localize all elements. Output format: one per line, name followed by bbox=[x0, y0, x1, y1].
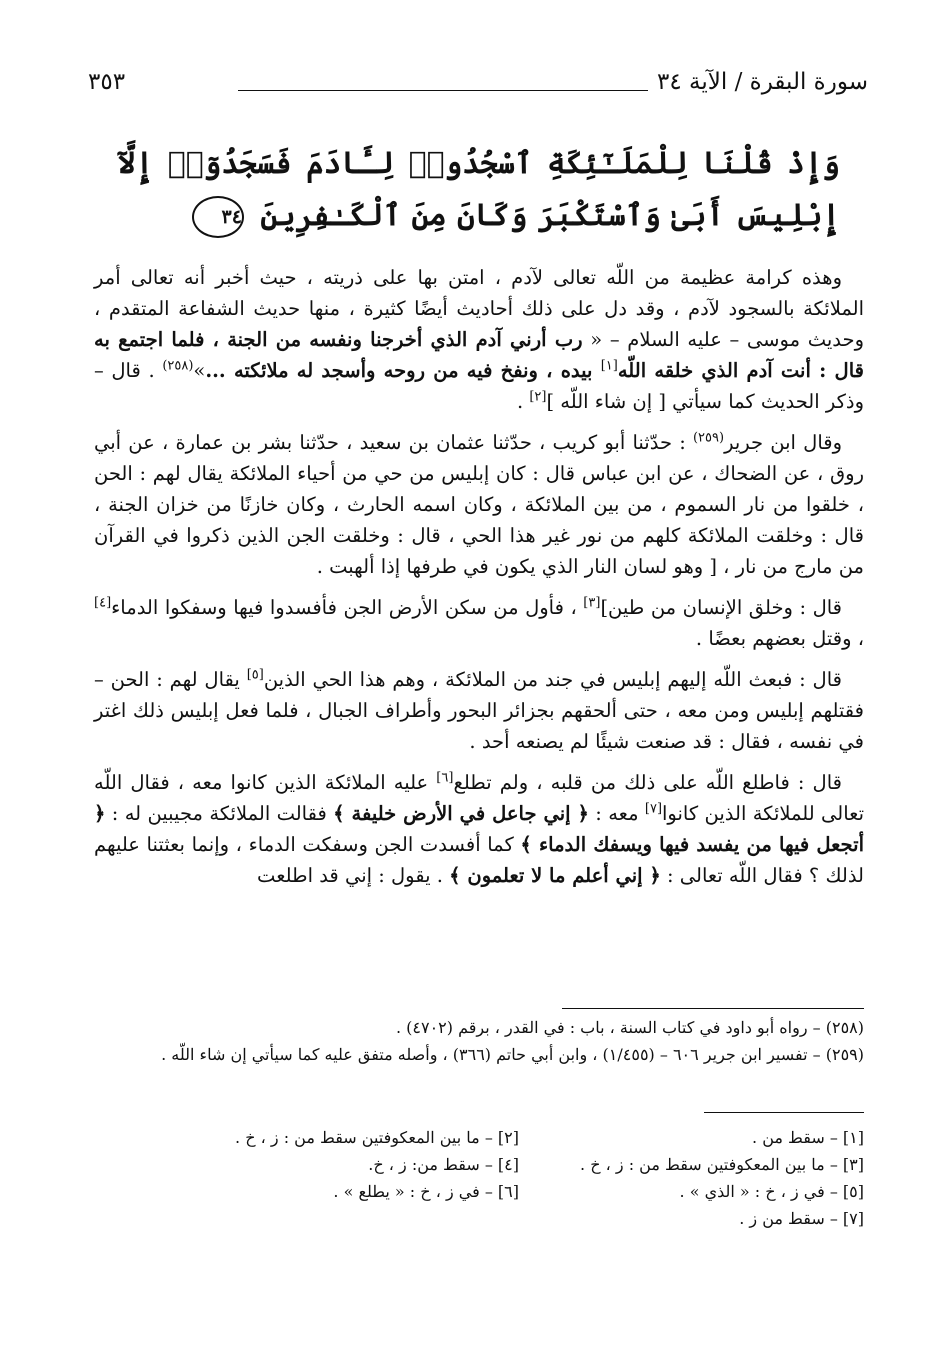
text-run: وهذه كرامة عظيمة من اللّه تعالى لآدم ، امتن بها على ذريته ، حيث أخبر أنه تعالى أمر الملائكة بالسجود لآدم ، وقد دل على ذلك أحاديث أيضًا كثيرة ، منها حديث الشفاعة المتقدم ، وحديث موسى – عليه السلام – « bbox=[94, 266, 864, 351]
variant-ref: [٢] bbox=[529, 389, 547, 405]
text-run: عليه الملائكة الذين كانوا معه ، فقال اللّه تعالى للملائكة الذين كانوا bbox=[94, 771, 864, 825]
page-number: ٣٥٣ bbox=[88, 69, 126, 95]
text-run: . bbox=[516, 390, 530, 413]
paragraph-4 bbox=[94, 664, 864, 757]
text-run: » bbox=[193, 359, 206, 382]
footnote-258: (٢٥٨) – رواه أبو داود في كتاب السنة ، باب : في القدر ، برقم (٤٧٠٢) . bbox=[395, 1018, 864, 1037]
verse-text: وَإِذْ قُلْنَا لِلْمَلَـٰٓئِكَةِ ٱسْجُدُوا۟ لِـَٔادَمَ فَسَجَدُوٓا۟ إِلَّآ إِبْلِيسَ أَبَىٰ وَٱسْتَكْبَرَ وَكَانَ مِنَ ٱلْكَـٰفِرِينَ bbox=[118, 146, 840, 233]
variant-5: [٥] – في ز ، خ : « الذي » . bbox=[679, 1182, 864, 1201]
text-run: فقالت الملائكة مجيبين له : bbox=[105, 802, 334, 825]
variants-row bbox=[96, 1124, 864, 1151]
variant-1: [١] – سقط من . bbox=[752, 1128, 864, 1147]
bold-hadith: بيده ، ونفخ فيه من روحه وأسجد له ملائكته ... bbox=[205, 359, 601, 382]
variant-4: [٤] – سقط من: ز ، خ. bbox=[368, 1155, 519, 1174]
text-run: قال : وخلق الإنسان من طين] bbox=[600, 596, 843, 619]
text-run: قال : فاطلع اللّه على ذلك من قلبه ، ولم تطلع bbox=[453, 771, 842, 794]
manuscript-variants bbox=[96, 1124, 864, 1232]
text-run: . قال – وذكر الحديث كما سيأتي [ إن شاء اللّه ] bbox=[94, 359, 864, 413]
variant-ref: [٧] bbox=[644, 801, 663, 817]
commentary-body bbox=[94, 262, 864, 901]
footnote-259: (٢٥٩) – تفسير ابن جرير ٦٠٦ – (١/٤٥٥) ، وابن أبي حاتم (٣٦٦) ، وأصله متفق عليه كما سيأتي إن شاء اللّه . bbox=[161, 1045, 864, 1064]
variant-7: [٧] – سقط من ز . bbox=[739, 1209, 864, 1228]
variants-row bbox=[96, 1205, 864, 1232]
quran-quote: ﴿ إني أعلم ما لا تعلمون ﴾ bbox=[449, 864, 661, 887]
quran-quote: ﴿ إني جاعل في الأرض خليفة ﴾ bbox=[333, 802, 589, 825]
footnote-separator bbox=[562, 1008, 864, 1009]
variant-ref: [٦] bbox=[436, 770, 454, 786]
variant-3: [٣] – ما بين المعكوفتين سقط من : ز ، خ . bbox=[580, 1155, 864, 1174]
footnote-ref: (٢٥٨) bbox=[162, 358, 194, 374]
paragraph-3 bbox=[94, 592, 864, 654]
variant-6: [٦] – في ز ، خ : « يطلع » . bbox=[333, 1182, 519, 1201]
text-run: : حدّثنا أبو كريب ، حدّثنا عثمان بن سعيد ، حدّثنا بشر بن عمارة ، عن أبي روق ، عن الضحاك ، عن ابن عباس قال : كان إبليس من حي من أحياء الملائكة يقال لهم : الحن ، خلقوا من نار السموم ، من بين الملائكة ، وكان اسمه الحارث ، وكان خازنًا من خزان الجنة ، قال : وخلقت الملائكة كلهم من نور غير هذا الحي ، قال : وخلقت الجن الذين ذكروا في القرآن من مارج من نار ، [ وهو لسان النار الذي يكون في طرفها إذا ألهبت . bbox=[94, 431, 864, 578]
variant-2: [٢] – ما بين المعكوفتين سقط من : ز ، خ . bbox=[235, 1128, 519, 1147]
variants-separator bbox=[704, 1112, 864, 1113]
variant-ref: [٣] bbox=[583, 595, 601, 611]
bold-hadith: رب أرني آدم الذي أخرجنا ونفسه من الجنة ، فلما اجتمع به قال : أنت آدم الذي خلقه اللّه bbox=[94, 328, 864, 382]
variant-ref: [٤] bbox=[94, 595, 112, 611]
paragraph-1 bbox=[94, 262, 864, 417]
footnote-ref: (٢٥٩) bbox=[692, 430, 725, 446]
text-run: . يقول : إني قد اطلعت bbox=[257, 864, 450, 887]
footnotes bbox=[96, 1014, 864, 1068]
text-run: يقال لهم : الحن – فقتلهم إبليس ومن معه ، حتى ألحقهم بجزائر البحور وأطراف الجبال ، فلما فعل إبليس ذلك اغتر في نفسه ، فقال : قد صنعت شيئًا لم يصنعه أحد . bbox=[94, 668, 864, 753]
text-run: وقال ابن جرير bbox=[724, 431, 842, 454]
variant-ref: [١] bbox=[600, 358, 618, 374]
paragraph-2 bbox=[94, 427, 864, 582]
quran-quote: ﴿ أتجعل فيها من يفسد فيها ويسفك الدماء ﴾ bbox=[94, 802, 864, 856]
text-run: كما أفسدت الجن وسفكت الدماء ، وإنما بعثتنا عليهم لذلك ؟ فقال اللّه تعالى : bbox=[94, 833, 864, 887]
variant-ref: [٥] bbox=[246, 667, 264, 683]
running-title: سورة البقرة / الآية ٣٤ bbox=[657, 69, 868, 95]
variants-row bbox=[96, 1178, 864, 1205]
variants-row bbox=[96, 1151, 864, 1178]
text-run: معه : bbox=[588, 802, 645, 825]
page-header bbox=[88, 66, 868, 106]
verse-number-medallion: ٣٤ bbox=[192, 196, 244, 238]
text-run: ، وقتل بعضهم بعضًا . bbox=[695, 627, 864, 650]
header-rule bbox=[238, 90, 648, 91]
text-run: ، فأول من سكن الأرض الجن فأفسدوا فيها وسفكوا الدماء bbox=[111, 596, 584, 619]
text-run: قال : فبعث اللّه إليهم إبليس في جند من الملائكة ، وهم هذا الحي الذين bbox=[263, 668, 842, 691]
paragraph-5 bbox=[94, 767, 864, 891]
quran-verse bbox=[118, 138, 840, 242]
